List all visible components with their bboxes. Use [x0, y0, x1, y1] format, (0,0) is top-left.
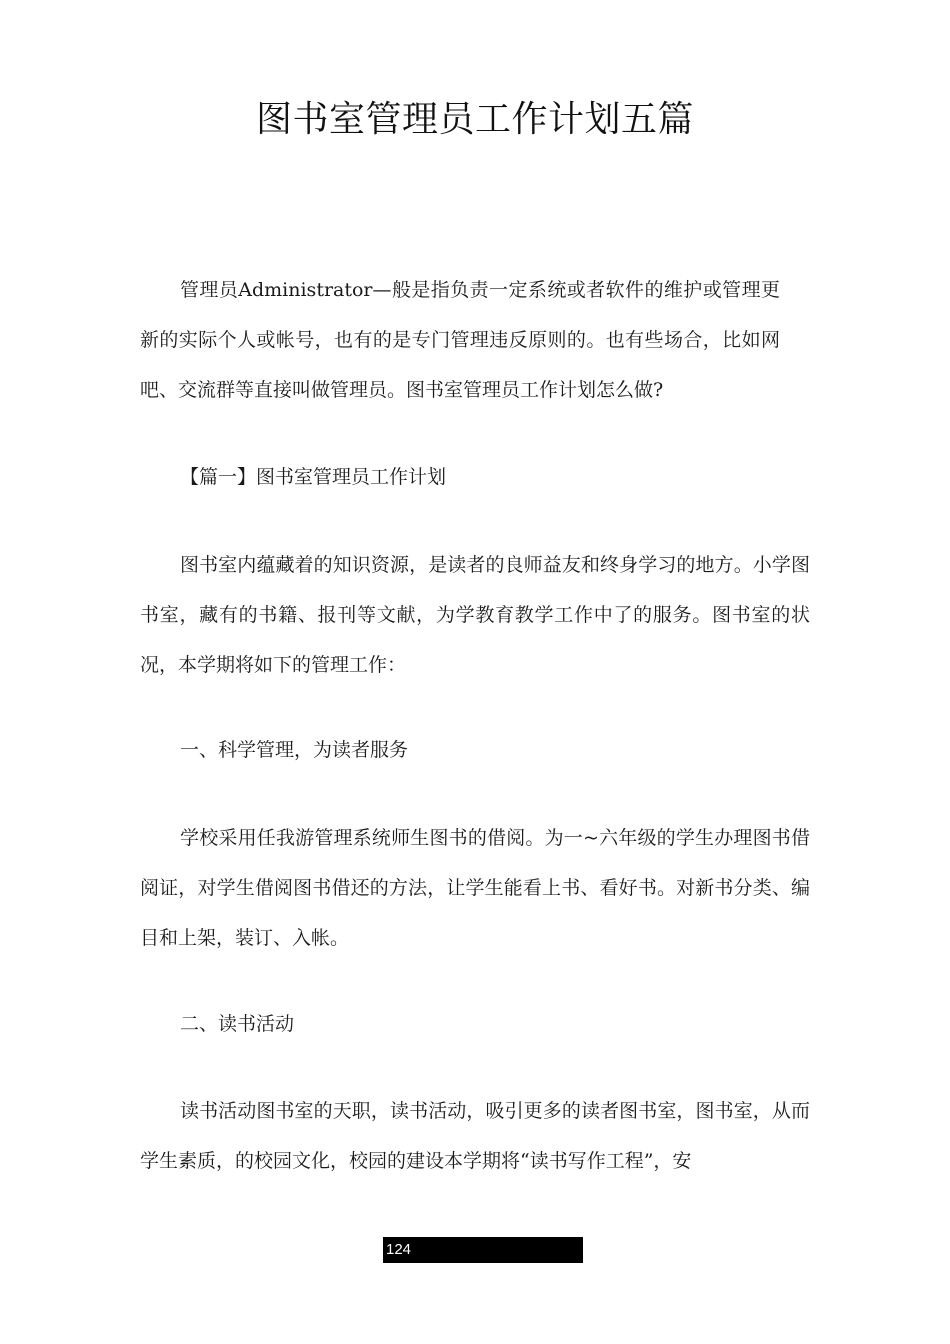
document-title: 图书室管理员工作计划五篇: [255, 99, 694, 140]
item-heading-2: 二、读书活动: [180, 1013, 295, 1035]
intro-paragraph: 管理员Administrator—般是指负责一定系统或者软件的维护或管理更新的实际个人或帐号，也有的是专门管理违反原则的。也有些场合，比如网吧、交流群等直接叫做管理员。图书室管理员工作计划怎么做?: [140, 279, 780, 401]
section-heading-1: 【篇一】图书室管理员工作计划: [180, 466, 447, 488]
item-heading-1: 一、科学管理，为读者服务: [180, 739, 409, 761]
item-body-2: 读书活动图书室的天职，读书活动，吸引更多的读者图书室，图书室，从而学生素质，的校园文化，校园的建设本学期将“读书写作工程”，安: [140, 1100, 810, 1172]
section-body-1: 图书室内蕴藏着的知识资源，是读者的良师益友和终身学习的地方。小学图书室，藏有的书籍、报刊等文献，为学教育教学工作中了的服务。图书室的状况，本学期将如下的管理工作：: [140, 554, 810, 676]
page-footer-bar: [383, 1237, 583, 1263]
page-number: 124: [386, 1241, 412, 1258]
item-body-1: 学校采用任我游管理系统师生图书的借阅。为一~六年级的学生办理图书借阅证，对学生借阅图书借还的方法，让学生能看上书、看好书。对新书分类、编目和上架，装订、入帐。: [140, 827, 810, 949]
